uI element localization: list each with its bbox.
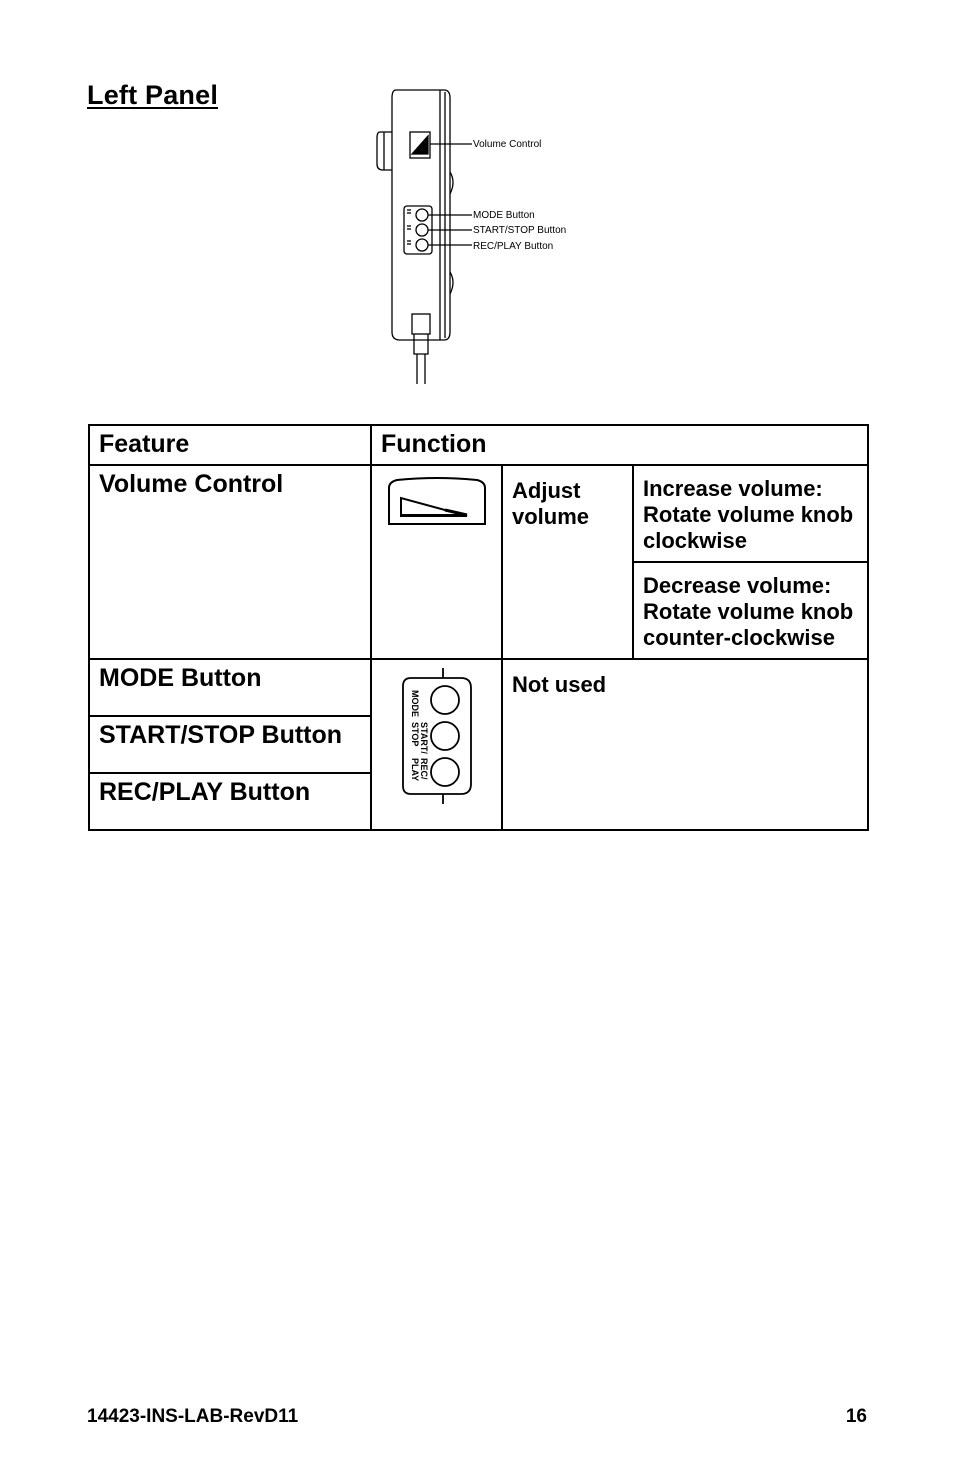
- feature-mode-button: MODE Button: [89, 659, 371, 716]
- icon-label-stop: STOP: [409, 722, 420, 747]
- table-header-row: [89, 425, 868, 465]
- header-feature: Feature: [89, 425, 371, 465]
- icon-label-play: PLAY: [409, 758, 420, 782]
- icon-label-rec: REC/: [418, 758, 429, 780]
- callout-start-stop-button: START/STOP Button: [473, 225, 567, 236]
- icon-label-start: START/: [418, 722, 429, 754]
- callout-volume-control: Volume Control: [473, 139, 542, 150]
- table-row: [89, 465, 868, 562]
- buttons-function: Not used: [502, 659, 868, 830]
- page-title: Left Panel: [87, 80, 219, 110]
- buttons-icon-cell: [371, 659, 502, 830]
- feature-volume-control: Volume Control: [89, 465, 371, 659]
- icon-label-mode: MODE: [409, 690, 420, 717]
- feature-rec-play-button: REC/PLAY Button: [89, 773, 371, 830]
- volume-icon-cell: [371, 465, 502, 659]
- footer-doc-id: 14423-INS-LAB-RevD11: [87, 1406, 299, 1427]
- volume-wedge-icon: [385, 474, 489, 534]
- volume-decrease: Decrease volume: Rotate volume knob counter-clockwise: [633, 562, 868, 659]
- table-row: [89, 659, 868, 716]
- feature-start-stop-button: START/STOP Button: [89, 716, 371, 773]
- three-button-panel-icon: [397, 666, 477, 806]
- callout-rec-play-button: REC/PLAY Button: [473, 241, 554, 252]
- device-side-diagram: [370, 82, 600, 392]
- feature-table: [88, 424, 869, 831]
- volume-action: Adjust volume: [502, 465, 633, 659]
- footer-page-number: 16: [845, 1406, 867, 1427]
- callout-mode-button: MODE Button: [473, 210, 535, 221]
- header-function: Function: [371, 425, 868, 465]
- volume-increase: Increase volume: Rotate volume knob clockwise: [633, 465, 868, 562]
